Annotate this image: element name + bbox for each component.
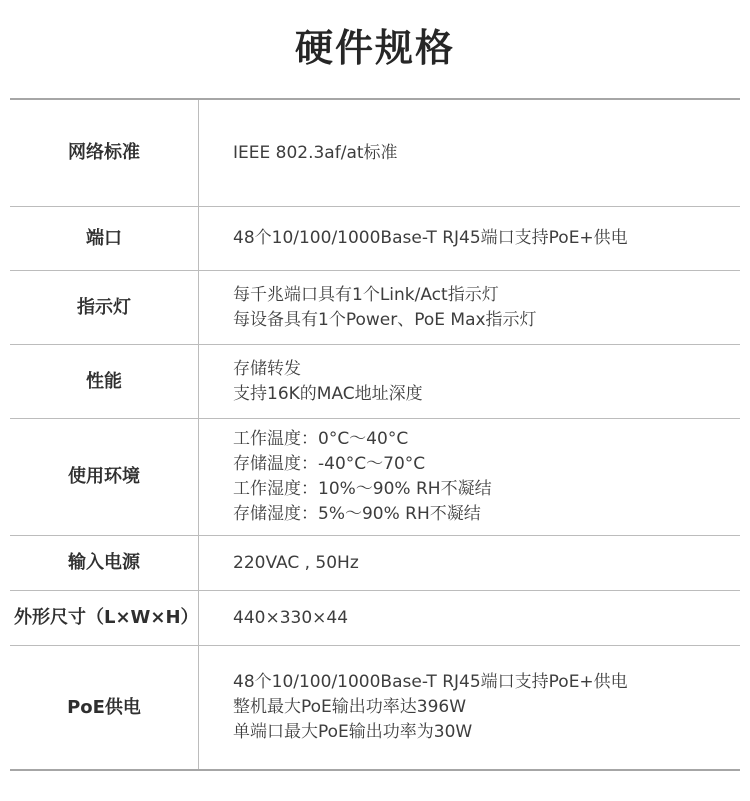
- table-row: [10, 271, 740, 345]
- row-value-line: IEEE 802.3af/at标准: [233, 142, 398, 163]
- row-value-line: 每千兆端口具有1个Link/Act指示灯: [233, 284, 499, 305]
- row-value-line: 48个10/100/1000Base-T RJ45端口支持PoE+供电: [233, 672, 628, 692]
- row-label: 指示灯: [10, 271, 199, 344]
- row-value-line: 440×330×44: [233, 607, 349, 628]
- row-value-line: 工作湿度：10%～90% RH不凝结: [233, 479, 492, 499]
- row-value: [199, 646, 740, 769]
- table-row: [10, 591, 740, 646]
- row-value: [199, 419, 740, 535]
- row-value-line: 存储转发: [233, 358, 301, 379]
- row-value-line: 支持16K的MAC地址深度: [233, 383, 423, 404]
- table-row: [10, 207, 740, 271]
- row-value: [199, 536, 740, 590]
- table-row: [10, 536, 740, 591]
- row-value: [199, 591, 740, 645]
- row-value-line: 存储温度：-40°C～70°C: [233, 454, 426, 474]
- row-label: PoE供电: [10, 646, 199, 769]
- row-value: [199, 271, 740, 344]
- row-label: 输入电源: [10, 536, 199, 590]
- row-value-line: 220VAC , 50Hz: [233, 552, 359, 573]
- row-label: 使用环境: [10, 419, 199, 535]
- row-value-line: 整机最大PoE输出功率达396W: [233, 697, 467, 717]
- title-section: [0, 0, 750, 98]
- page-title: 硬件规格: [294, 26, 455, 70]
- row-value-line: 48个10/100/1000Base-T RJ45端口支持PoE+供电: [233, 228, 628, 248]
- row-label: 性能: [10, 345, 199, 418]
- row-value: [199, 100, 740, 206]
- row-value-line: 存储湿度：5%～90% RH不凝结: [233, 504, 481, 524]
- row-label: 端口: [10, 207, 199, 270]
- row-value-line: 工作温度：0°C～40°C: [233, 429, 409, 449]
- table-row: [10, 345, 740, 419]
- row-value-line: 每设备具有1个Power、PoE Max指示灯: [233, 309, 537, 330]
- table-row: [10, 100, 740, 207]
- spec-table: [10, 98, 740, 771]
- row-value-line: 单端口最大PoE输出功率为30W: [233, 722, 473, 742]
- table-row: [10, 419, 740, 536]
- table-row: [10, 646, 740, 769]
- row-label: 外形尺寸（L×W×H）: [10, 591, 199, 645]
- row-value: [199, 345, 740, 418]
- row-value: [199, 207, 740, 270]
- row-label: 网络标准: [10, 100, 199, 206]
